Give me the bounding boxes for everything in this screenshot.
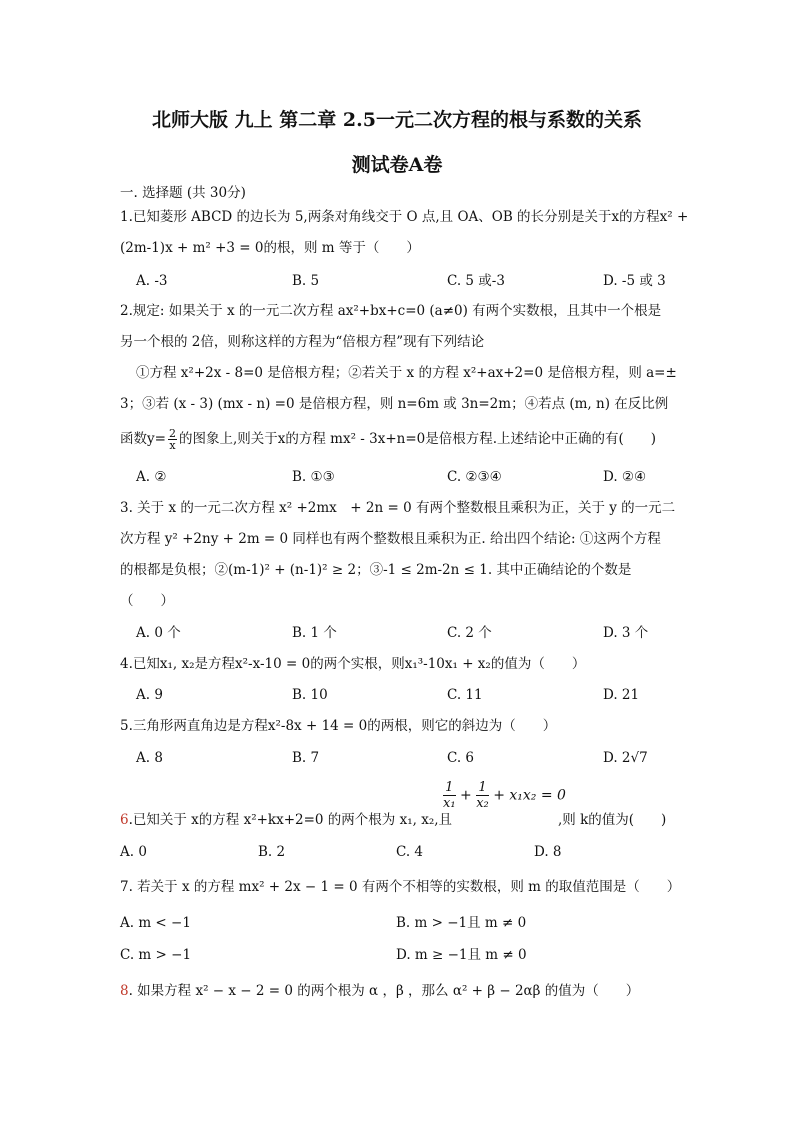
q6-frac-a <box>443 780 456 811</box>
q1-line2: (2m-1)x + m² +3 = 0的根，则 m 等于（ ） <box>120 240 420 256</box>
q3-line4: （ ） <box>120 593 174 609</box>
q5-option-c: C. 6 <box>447 750 475 766</box>
q3-line1: 3. 关于 x 的一元二次方程 x² +2mx + 2n = 0 有两个整数根且乘积为正，关于 y 的一元二 <box>120 500 676 516</box>
q3-option-a: A. 0 个 <box>136 625 181 641</box>
q4-option-d: D. 21 <box>603 687 640 703</box>
q6-option-a: A. 0 <box>120 844 147 860</box>
q2-option-b: B. ①③ <box>292 469 335 485</box>
q4-option-b: B. 10 <box>292 687 328 703</box>
q1-option-b: B. 5 <box>292 273 320 289</box>
q7-option-a: A. m < −1 <box>120 915 191 931</box>
q5-option-d: D. 2√7 <box>603 750 648 766</box>
q4-option-a: A. 9 <box>136 687 163 703</box>
q2-line5-pre: 函数y= <box>120 431 166 447</box>
q2-line5 <box>120 428 656 451</box>
q2-line2: 另一个根的 2倍，则称这样的方程为“倍根方程”现有下列结论 <box>120 334 485 350</box>
q2-line4: 3；③若 (x - 3) (mx - n) =0 是倍根方程，则 n=6m 或 3n=2m；④若点 (m, n) 在反比例 <box>120 396 669 412</box>
q8-text: . 如果方程 x² − x − 2 = 0 的两个根为 α ，β ，那么 α² + β − 2αβ 的值为（ ） <box>128 983 640 999</box>
q7-line1: 7. 若关于 x 的方程 mx² + 2x − 1 = 0 有两个不相等的实数根，则 m 的取值范围是（ ） <box>120 879 681 895</box>
q2-fraction <box>168 428 177 451</box>
q6-text: .已知关于 x的方程 x²+kx+2=0 的两个根为 x₁, x₂,且 <box>128 812 453 828</box>
q2-line3: ①方程 x²+2x - 8=0 是倍根方程；②若关于 x 的方程 x²+ax+2=0 是倍根方程，则 a=± <box>136 365 677 381</box>
q1-option-d: D. -5 或 3 <box>603 273 666 289</box>
q6-formula: $\frac{1}{\text{x₁}}$ + $\frac{1}{\text{x₂}}$ + x₁x₂ = 0 <box>443 780 566 811</box>
q6-frac-b-num: 1 <box>476 780 489 796</box>
q7-option-c: C. m > −1 <box>120 947 192 963</box>
q2-line1: 2.规定: 如果关于 x 的一元二次方程 ax²+bx+c=0 (a≠0) 有两个实数根，且其中一个根是 <box>120 303 662 319</box>
q6-line1-post: ,则 k的值为( ) <box>558 812 667 828</box>
q4-option-c: C. 11 <box>447 687 483 703</box>
q2-option-a: A. ② <box>136 469 167 485</box>
q8-line1 <box>120 982 639 1000</box>
q6-option-d: D. 8 <box>534 844 562 860</box>
q3-line3: 的根都是负根；②(m-1)² + (n-1)² ≥ 2；③-1 ≤ 2m-2n ≤ 1. 其中正确结论的个数是 <box>120 562 632 578</box>
q8-number: 8 <box>120 983 129 999</box>
q3-option-c: C. 2 个 <box>447 625 492 641</box>
q4-line1: 4.已知x₁, x₂是方程x²-x-10 = 0的两个实根，则x₁³-10x₁ + x₂的值为（ ） <box>120 656 586 672</box>
q6-option-b: B. 2 <box>258 844 286 860</box>
q7-option-d: D. m ≥ −1且 m ≠ 0 <box>396 947 527 963</box>
q1-line1: 1.已知菱形 ABCD 的边长为 5,两条对角线交于 O 点,且 OA、OB 的长分别是关于x的方程x² + <box>120 209 689 225</box>
q2-line5-post: 的图象上,则关于x的方程 mx² - 3x+n=0是倍根方程.上述结论中正确的有( ) <box>178 431 657 447</box>
q6-number: 6 <box>120 812 129 828</box>
q5-option-b: B. 7 <box>292 750 320 766</box>
q2-option-c: C. ②③④ <box>447 469 502 485</box>
doc-title-line2: 测试卷A卷 <box>351 154 443 176</box>
q6-frac-a-num: 1 <box>443 780 456 796</box>
q7-option-b: B. m > −1且 m ≠ 0 <box>396 915 527 931</box>
section-heading: 一. 选择题 (共 30分) <box>120 185 246 201</box>
q2-option-d: D. ②④ <box>603 469 647 485</box>
q3-option-b: B. 1 个 <box>292 625 337 641</box>
q6-frac-b <box>476 780 489 811</box>
q2-frac-num: 2 <box>168 427 176 440</box>
q6-line1 <box>120 811 452 829</box>
q3-option-d: D. 3 个 <box>603 625 649 641</box>
q5-line1: 5.三角形两直角边是方程x²-8x + 14 = 0的两根，则它的斜边为（ ） <box>120 718 557 734</box>
q6-frac-a-den: x₁ <box>443 796 456 811</box>
doc-title-line1: 北师大版 九上 第二章 2.5一元二次方程的根与系数的关系 <box>152 109 642 131</box>
q6-formula-tail: + x₁x₂ = 0 <box>493 787 566 804</box>
q3-line2: 次方程 y² +2ny + 2m = 0 同样也有两个整数根且乘积为正. 给出四个结论: ①这两个方程 <box>120 531 661 547</box>
q5-option-a: A. 8 <box>136 750 163 766</box>
q6-option-c: C. 4 <box>396 844 424 860</box>
q2-frac-den: x <box>169 439 176 452</box>
q1-option-a: A. -3 <box>136 273 168 289</box>
q6-frac-b-den: x₂ <box>476 796 489 811</box>
q1-option-c: C. 5 或-3 <box>447 273 505 289</box>
